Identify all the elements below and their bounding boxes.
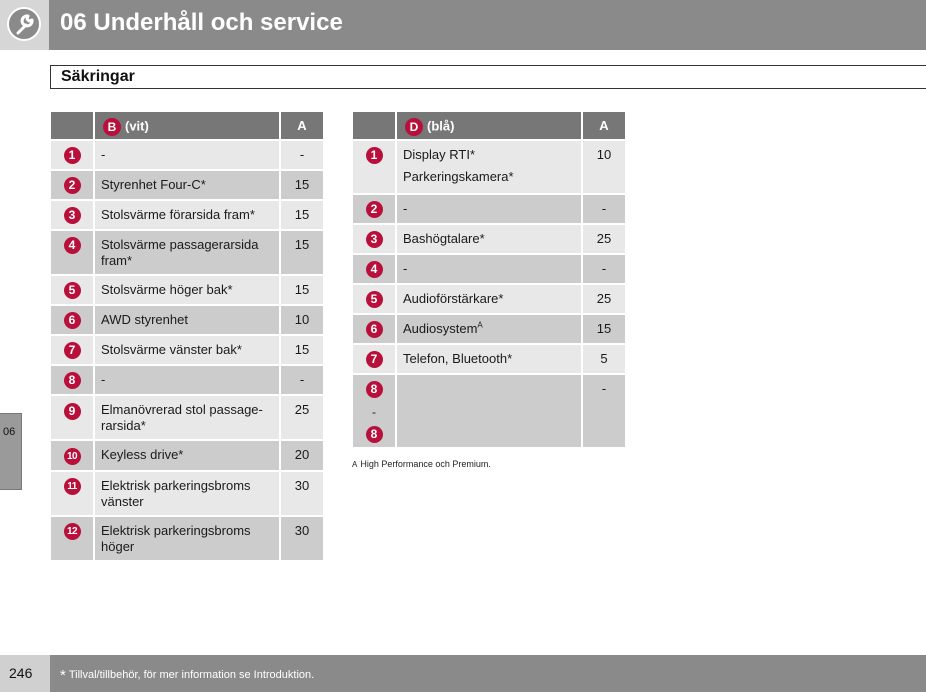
table-d-num-header	[353, 112, 397, 141]
fuse-number-badge: 3	[64, 207, 81, 224]
footnote-ref: A	[477, 320, 483, 330]
fuse-description: Stolsvärme förarsida fram*	[95, 201, 281, 231]
table-row	[51, 472, 325, 517]
fuse-number-badge: 2	[64, 177, 81, 194]
table-row	[51, 396, 325, 441]
fuse-number-badge: 4	[64, 237, 81, 254]
table-row	[51, 276, 325, 306]
fuse-number-badge: 6	[366, 321, 383, 338]
fuse-description	[397, 315, 583, 345]
fuse-number-badge: 5	[64, 282, 81, 299]
fuse-amperage: 15	[281, 171, 325, 201]
table-row	[51, 171, 325, 201]
table-row	[353, 141, 627, 195]
fuse-description: -	[397, 195, 583, 225]
fuse-amperage: 25	[583, 285, 627, 315]
fuse-amperage: 20	[281, 441, 325, 471]
fuse-amperage: -	[281, 141, 325, 171]
fuse-description: -	[95, 366, 281, 396]
fuse-amperage: 30	[281, 517, 325, 562]
table-d-amp-header: A	[583, 112, 627, 141]
fuse-number-badge: 2	[366, 201, 383, 218]
page-header	[0, 0, 926, 50]
fuse-number-badge: 1	[366, 147, 383, 164]
fuse-number-badge: 7	[366, 351, 383, 368]
fuse-amperage: 25	[281, 396, 325, 441]
footer-note-text: Tillval/tillbehör, för mer information se Introduktion.	[68, 669, 315, 681]
fuse-amperage: -	[583, 255, 627, 285]
table-row	[51, 201, 325, 231]
fuse-amperage: 15	[281, 276, 325, 306]
fuse-amperage: -	[583, 375, 627, 448]
table-row	[353, 195, 627, 225]
table-b-num-header	[51, 112, 95, 141]
fuse-description: Stolsvärme höger bak*	[95, 276, 281, 306]
table-b-label: (vit)	[125, 118, 149, 134]
fuse-description	[397, 141, 583, 195]
table-d-label: (blå)	[427, 118, 455, 134]
fuse-description-text: Audiosystem	[403, 321, 478, 337]
fuse-description: -	[397, 255, 583, 285]
fuse-amperage: 15	[583, 315, 627, 345]
table-row	[353, 255, 627, 285]
fuse-number-badge: 7	[64, 342, 81, 359]
fuse-number-badge: 8	[366, 381, 383, 398]
fuse-number-badge: 4	[366, 261, 383, 278]
wrench-icon	[6, 6, 42, 42]
fuse-description: Elektrisk parkeringsbroms höger	[95, 517, 281, 562]
fuse-description: Elektrisk parkeringsbroms vänster	[95, 472, 281, 517]
footnote	[352, 459, 491, 469]
fuse-amperage: 15	[281, 201, 325, 231]
fuse-description: Bashögtalare*	[397, 225, 583, 255]
fuse-amperage: 25	[583, 225, 627, 255]
table-row	[353, 225, 627, 255]
table-b-letter-badge: B	[103, 118, 121, 136]
fuse-description: -	[95, 141, 281, 171]
table-row	[51, 231, 325, 276]
table-row	[51, 517, 325, 562]
fuse-amperage: 30	[281, 472, 325, 517]
table-row	[51, 366, 325, 396]
chapter-side-tab	[0, 413, 22, 490]
fuse-description: Audioförstärkare*	[397, 285, 583, 315]
fuse-number-badge: 1	[64, 147, 81, 164]
chapter-side-tab-label: 06	[3, 426, 16, 438]
footer-star: *	[60, 667, 66, 684]
fuse-amperage: 15	[281, 336, 325, 366]
table-row	[353, 375, 627, 448]
page-number: 246	[9, 665, 33, 681]
fuse-table-b	[51, 112, 325, 562]
table-b-title	[95, 112, 281, 141]
fuse-number-badge: 8	[64, 372, 81, 389]
fuse-description: Stolsvärme vänster bak*	[95, 336, 281, 366]
fuse-description: Styrenhet Four-C*	[95, 171, 281, 201]
header-icon-box	[0, 0, 49, 50]
footer-note	[60, 667, 314, 684]
fuse-number-badge: 9	[64, 403, 81, 420]
fuse-description: Telefon, Bluetooth*	[397, 345, 583, 375]
fuse-number-badge: 8	[366, 426, 383, 443]
fuse-number-badge: 12	[64, 523, 81, 540]
fuse-number-badge: 3	[366, 231, 383, 248]
table-row	[51, 141, 325, 171]
fuse-description: Keyless drive*	[95, 441, 281, 471]
fuse-description-line: Parkeringskamera*	[403, 169, 514, 184]
section-title: Säkringar	[61, 68, 135, 85]
footnote-text: High Performance och Premium.	[360, 459, 491, 469]
range-dash: -	[372, 405, 376, 420]
table-row	[353, 315, 627, 345]
fuse-description-line: Display RTI*	[403, 147, 476, 162]
fuse-description: Stolsvärme passagerarsida fram*	[95, 231, 281, 276]
fuse-amperage: -	[281, 366, 325, 396]
page-title: 06 Underhåll och service	[60, 9, 343, 36]
table-b-amp-header: A	[281, 112, 325, 141]
page-number-box	[0, 655, 50, 692]
table-row	[353, 285, 627, 315]
fuse-amperage: 10	[583, 141, 627, 195]
fuse-amperage: -	[583, 195, 627, 225]
fuse-number-badge: 10	[64, 448, 81, 465]
table-row	[51, 441, 325, 471]
fuse-amperage: 10	[281, 306, 325, 336]
fuse-description	[397, 375, 583, 448]
fuse-number-badge: 5	[366, 291, 383, 308]
section-bar	[50, 65, 926, 89]
footnote-mark: A	[352, 460, 358, 469]
fuse-number-badge: 6	[64, 312, 81, 329]
table-row	[51, 306, 325, 336]
table-row	[51, 336, 325, 366]
table-d-title	[397, 112, 583, 141]
fuse-table-d	[353, 112, 627, 449]
page-footer	[0, 655, 926, 692]
fuse-number-badge: 11	[64, 478, 81, 495]
table-row	[353, 345, 627, 375]
fuse-description: Elmanövrerad stol passage-rarsida*	[95, 396, 281, 441]
fuse-amperage: 15	[281, 231, 325, 276]
fuse-amperage: 5	[583, 345, 627, 375]
fuse-description: AWD styrenhet	[95, 306, 281, 336]
table-d-letter-badge: D	[405, 118, 423, 136]
